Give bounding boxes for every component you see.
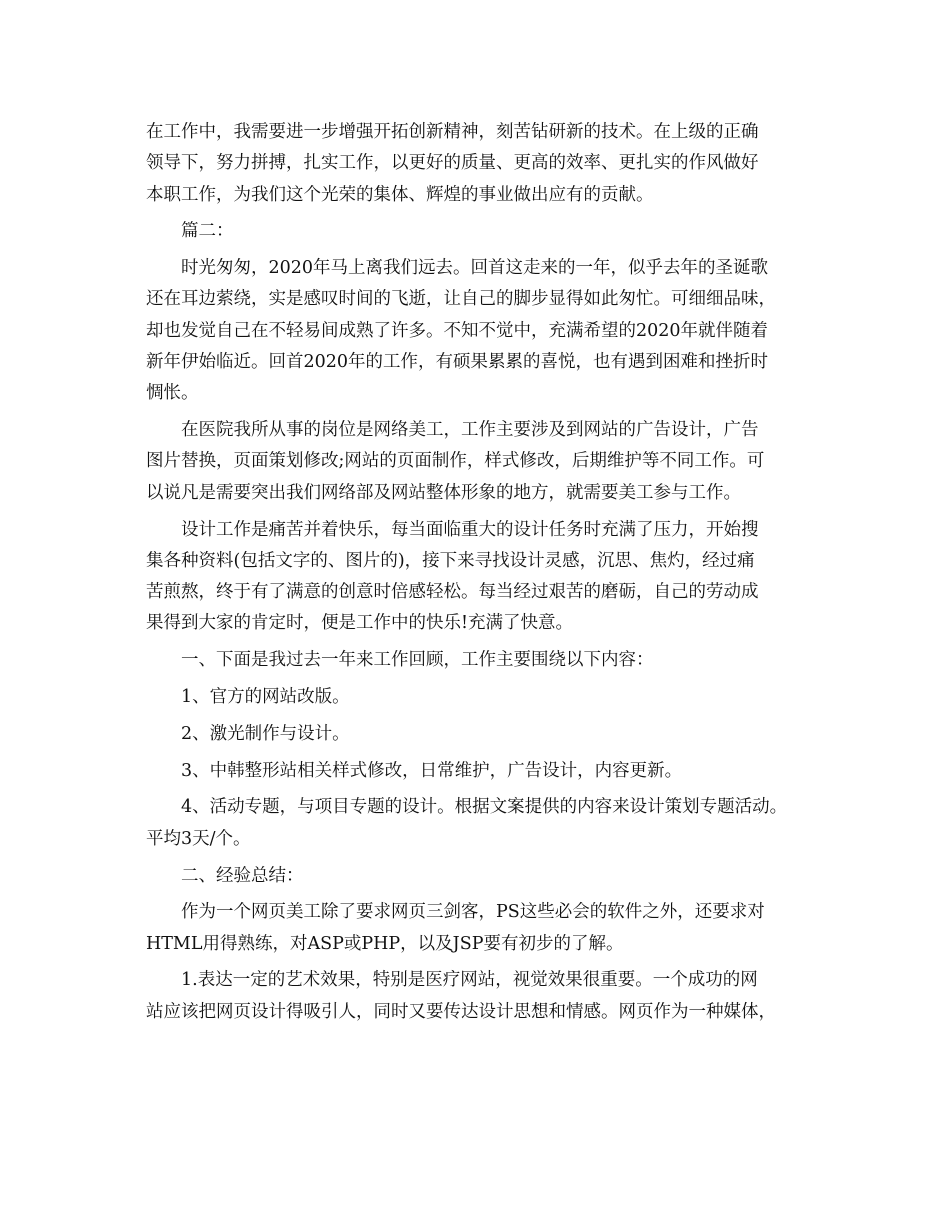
text-line: 却也发觉自己在不轻易间成熟了许多。不知不觉中，充满希望的2020年就伴随着	[146, 320, 769, 341]
document-body	[146, 117, 822, 1028]
text-line: 在医院我所从事的岗位是网络美工，工作主要涉及到网站的广告设计，广告	[181, 420, 759, 441]
text-line: 在工作中，我需要进一步增强开拓创新精神，刻苦钻研新的技术。在上级的正确	[146, 122, 759, 142]
text-line: 惆怅。	[146, 383, 199, 404]
text-line: 还在耳边萦绕，实是感叹时间的飞逝，让自己的脚步显得如此匆忙。可细细品味，	[146, 289, 776, 310]
text-line: 设计工作是痛苦并着快乐，每当面临重大的设计任务时充满了压力，开始搜	[181, 519, 759, 540]
text-line: 新年伊始临近。回首2020年的工作，有硕果累累的喜悦，也有遇到困难和挫折时	[146, 352, 769, 373]
text-line: 本职工作，为我们这个光荣的集体、辉煌的事业做出应有的贡献。	[146, 184, 654, 205]
text-line: 1.表达一定的艺术效果，特别是医疗网站，视觉效果很重要。一个成功的网	[181, 970, 758, 991]
section-heading: 一、下面是我过去一年来工作回顾，工作主要围绕以下内容：	[181, 650, 654, 671]
section-heading: 二、经验总结：	[181, 865, 304, 886]
text-line: 图片替换，页面策划修改;网站的页面制作，样式修改，后期维护等不同工作。可	[146, 451, 765, 472]
text-line: 集各种资料(包括文字的、图片的)，接下来寻找设计灵感，沉思、焦灼，经过痛	[146, 550, 755, 571]
list-item: 2、激光制作与设计。	[181, 723, 350, 744]
text-line: 平均3天/个。	[146, 828, 251, 849]
text-line: 作为一个网页美工除了要求网页三剑客，PS这些必会的软件之外，还要求对	[181, 902, 765, 923]
section-heading: 篇二：	[181, 221, 234, 242]
text-line: 时光匆匆，2020年马上离我们远去。回首这走来的一年，似乎去年的圣诞歌	[181, 258, 769, 279]
list-item: 3、中韩整形站相关样式修改，日常维护，广告设计，内容更新。	[181, 760, 683, 781]
text-line: 站应该把网页设计得吸引人，同时又要传达设计思想和情感。网页作为一种媒体，	[146, 1001, 776, 1022]
text-line: 苦煎熬，终于有了满意的创意时倍感轻松。每当经过艰苦的磨砺，自己的劳动成	[146, 582, 759, 603]
text-line: HTML用得熟练，对ASP或PHP，以及JSP要有初步的了解。	[146, 933, 624, 954]
list-item: 4、活动专题，与项目专题的设计。根据文案提供的内容来设计策划专题活动。	[181, 797, 788, 818]
text-line: 果得到大家的肯定时，便是工作中的快乐!充满了快意。	[146, 613, 574, 634]
list-item: 1、官方的网站改版。	[181, 687, 350, 708]
text-line: 领导下，努力拼搏，扎实工作，以更好的质量、更高的效率、更扎实的作风做好	[146, 153, 759, 174]
text-line: 以说凡是需要突出我们网络部及网站整体形象的地方，就需要美工参与工作。	[146, 482, 741, 503]
